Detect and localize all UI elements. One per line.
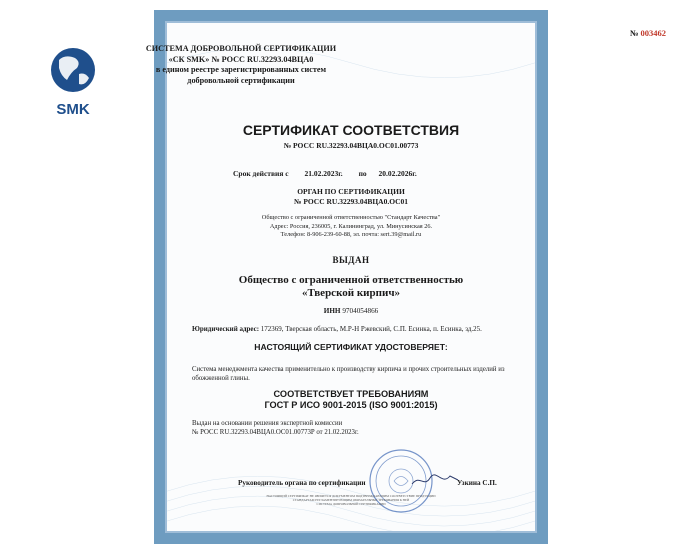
organization-line-2: «Тверской кирпич» — [301, 287, 401, 299]
certificate-title: СЕРТИФИКАТ СООТВЕТСТВИЯ — [242, 122, 460, 138]
certification-scope: Система менеджмента качества применительно к производству кирпича и прочих строительных изделий из обожженной глины. — [192, 366, 505, 382]
serial-value: 003462 — [640, 28, 666, 38]
validity-period — [233, 169, 417, 178]
inn-value: 9704054866 — [342, 307, 379, 315]
certification-body — [151, 187, 551, 206]
legal-address-label: Юридический адрес: — [192, 325, 260, 333]
organization-name — [151, 274, 551, 300]
validity-to-label: по — [358, 169, 367, 178]
smk-globe-logo — [45, 46, 101, 130]
certificate-serial — [630, 28, 666, 38]
signature-label: Руководитель органа по сертификации — [238, 479, 366, 487]
validity-to: 20.02.2026г. — [378, 169, 417, 178]
compliance-standard — [151, 389, 551, 411]
issue-basis — [192, 420, 512, 437]
organization-line-1: Общество с ограниченной ответственностью — [238, 274, 464, 286]
organ-address-line-3: Телефон: 8-906-239-60-88, эл. почта: sert.39@mail.ru — [280, 231, 422, 238]
validity-from: 21.02.2023г. — [304, 169, 343, 178]
serial-label: № — [629, 28, 639, 38]
validity-label: Срок действия с — [233, 169, 289, 178]
issued-label: ВЫДАН — [332, 255, 370, 265]
certificate-number: № РОСС RU.32293.04ВЦА0.ОС01.00773 — [283, 141, 419, 150]
signatory-name: Узкина С.П. — [457, 479, 497, 487]
system-header — [96, 44, 386, 86]
signature-icon — [410, 470, 460, 490]
footer-line-1: НАСТОЯЩИЙ СЕРТИФИКАТ НЕ ЯВЛЯЕТСЯ ДОКУМЕНТОМ ПОДТВЕРЖДАЮЩИМ СООТВЕТСТВИЕ ПРОДУКЦИИ — [266, 494, 436, 498]
organ-line-2: № РОСС RU.32293.04ВЦА0.ОС01 — [293, 196, 409, 206]
header-line-2: «СК SMK» № РОСС RU.32293.04ВЦА0 — [168, 54, 314, 64]
header-line-4: добровольной сертификации — [187, 75, 295, 85]
inn — [151, 307, 551, 315]
organ-address-line-2: Адрес: Россия, 236005, г. Калининград, ул. Минусинская 26. — [269, 222, 433, 230]
inn-label: ИНН — [323, 307, 341, 315]
certifies-heading: НАСТОЯЩИЙ СЕРТИФИКАТ УДОСТОВЕРЯЕТ: — [254, 342, 448, 352]
certification-body-address — [151, 214, 551, 240]
complies-line-1: СООТВЕТСТВУЕТ ТРЕБОВАНИЯМ — [273, 389, 429, 399]
footer-disclaimer — [201, 494, 501, 507]
header-line-1: СИСТЕМА ДОБРОВОЛЬНОЙ СЕРТИФИКАЦИИ — [145, 44, 337, 53]
legal-address-value: 172369, Тверская область, М.Р-Н Ржевский, С.П. Есинка, п. Есинка, зд.25. — [260, 325, 482, 333]
basis-line-2: № РОСС RU.32293.04ВЦА0.ОС01.00773Р от 21.02.2023г. — [192, 428, 359, 436]
legal-address — [192, 325, 482, 333]
organ-address-line-1: Общество с ограниченной ответственностью "Стандарт Качества" — [261, 214, 441, 221]
complies-line-2: ГОСТ Р ИСО 9001-2015 (ISO 9001:2015) — [264, 400, 438, 410]
footer-line-3: СИСТЕМА ДОБРОВОЛЬНОЙ СЕРТИФИКАЦИИ — [316, 502, 386, 507]
footer-line-2: СТАНДАРТАМ РЕГЛАМЕНТИРУЮЩИМ ОБЯЗАТЕЛЬНЫЕ ТРЕБОВАНИЯ К НЕЙ — [292, 498, 410, 503]
header-line-3: в едином реестре зарегистрированных систем — [155, 65, 327, 74]
basis-line-1: Выдан на основании решения экспертной комиссии — [192, 420, 343, 427]
logo-text: SMK — [56, 101, 90, 118]
organ-line-1: ОРГАН ПО СЕРТИФИКАЦИИ — [297, 187, 405, 196]
